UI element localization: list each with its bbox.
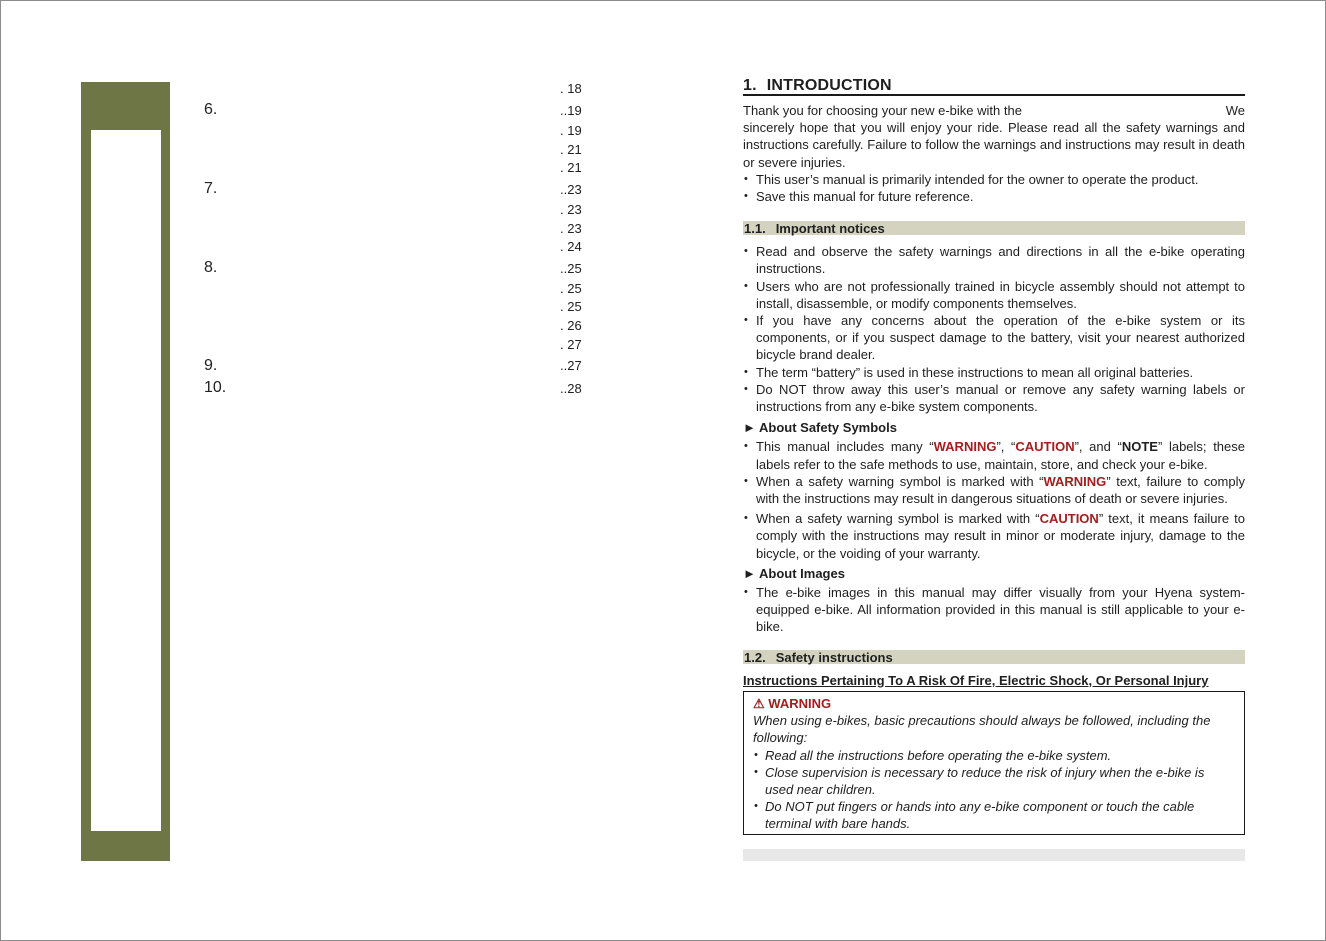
toc-page-number: ..19 [560, 103, 582, 118]
safety-symbols-bullet-list [743, 438, 1245, 561]
toc-page-number: ..27 [560, 358, 582, 373]
toc-chapter-number: 8. [204, 259, 218, 276]
toc-page-number: . 24 [560, 239, 582, 254]
toc-page-number: ..28 [560, 381, 582, 396]
toc-page-number: . 27 [560, 337, 582, 352]
intro-bullet-list [743, 171, 1245, 205]
warning-keyword: WARNING [1043, 473, 1107, 489]
list-item: • Users who are not professionally trained in bicycle assembly should not attempt to install, disassemble, or modify components themselves. [743, 278, 1245, 312]
text: ” text, it means failure to comply with the instructions may result in minor or moderate injury, damage to the bicycle, or the voiding of your warranty. [756, 511, 1245, 561]
warning-header [753, 695, 1236, 712]
intro-paragraph: sincerely hope that you will enjoy your ride. Please read all the safety warnings and instructions carefully. Failure to follow the warnings and instructions may result in death or severe injuries. [743, 120, 1245, 170]
list-item [743, 438, 1245, 472]
toc-page-number: . 25 [560, 299, 582, 314]
notices-bullet-list [743, 243, 1245, 415]
footer-bar [743, 849, 1245, 861]
toc-page-number: . 23 [560, 221, 582, 236]
warning-keyword: WARNING [933, 439, 997, 455]
toc-page-number: . 26 [560, 318, 582, 333]
heading-text: INTRODUCTION [766, 77, 892, 94]
toc-page-number: ..23 [560, 182, 582, 197]
section-heading-introduction [743, 77, 1245, 96]
text: When a safety warning symbol is marked with “ [756, 511, 1040, 527]
list-item: • The term “battery” is used in these instructions to mean all original batteries. [743, 364, 1245, 381]
text: This manual includes many “ [756, 439, 934, 455]
list-item [743, 510, 1245, 562]
text: ”, “ [996, 439, 1016, 455]
caution-keyword: CAUTION [1015, 439, 1075, 455]
subheading-about-images: ► About Images [743, 565, 845, 581]
heading-text: Safety instructions [775, 649, 893, 665]
text: ” labels; these labels refer to the safe methods to use, maintain, store, and check your e-bike. [756, 439, 1245, 472]
subheading-safety-symbols: ► About Safety Symbols [743, 420, 897, 436]
introduction-column [743, 77, 1245, 835]
intro-paragraph-first-line [743, 102, 1245, 119]
heading-number: 1.2. [744, 649, 766, 665]
warning-box [743, 691, 1245, 835]
toc-page-number: . 25 [560, 281, 582, 296]
text: When a safety warning symbol is marked with “ [756, 473, 1044, 489]
text: ” text, failure to comply with the instructions may result in dangerous situations of death or severe injuries. [756, 473, 1245, 507]
images-bullet-list [743, 584, 1245, 636]
warning-label: WARNING [768, 695, 832, 711]
side-band-inner-panel [91, 130, 161, 831]
list-item: • Do NOT put fingers or hands into any e-bike component or touch the cable terminal with bare hands. [753, 798, 1236, 832]
caution-keyword: CAUTION [1039, 511, 1099, 527]
list-item: • Read all the instructions before operating the e-bike system. [753, 747, 1236, 764]
toc-page-number: . 18 [560, 81, 582, 96]
list-item: • The e-bike images in this manual may differ visually from your Hyena system-equipped e-bike. All information provided in this manual is still applicable to your e-bike. [743, 584, 1245, 636]
warning-triangle-icon: ⚠ [753, 695, 765, 711]
list-item [743, 473, 1245, 507]
section-heading-important-notices [743, 221, 1245, 235]
warning-intro: When using e-bikes, basic precautions should always be followed, including the following: [753, 713, 1211, 746]
list-item: • Close supervision is necessary to reduce the risk of injury when the e-bike is used near children. [753, 764, 1236, 798]
section-heading-safety-instructions [743, 650, 1245, 664]
toc-chapter-number: 6. [204, 101, 218, 118]
warning-bullet-list [753, 747, 1236, 833]
heading-number: 1.1. [744, 221, 766, 237]
list-item: • Do NOT throw away this user’s manual or remove any safety warning labels or instructions from any e-bike system components. [743, 381, 1245, 415]
text: ”, and “ [1074, 439, 1122, 455]
safety-subtitle: Instructions Pertaining To A Risk Of Fire, Electric Shock, Or Personal Injury [743, 672, 1209, 688]
list-item: • Save this manual for future reference. [743, 188, 1245, 205]
toc-chapter-number: 10. [204, 379, 227, 396]
note-keyword: NOTE [1121, 439, 1158, 455]
list-item: • Read and observe the safety warnings and directions in all the e-bike operating instructions. [743, 243, 1245, 277]
list-item: • If you have any concerns about the operation of the e-bike system or its components, or if you suspect damage to the battery, visit your nearest authorized bicycle brand dealer. [743, 312, 1245, 364]
toc-page-number: . 21 [560, 160, 582, 175]
list-item: • This user’s manual is primarily intended for the owner to operate the product. [743, 171, 1245, 188]
toc-page-number: . 21 [560, 142, 582, 157]
toc-chapter-number: 7. [204, 180, 218, 197]
intro-text: Thank you for choosing your new e-bike with the [743, 103, 1022, 118]
heading-text: Important notices [775, 221, 885, 237]
toc-page-number: ..25 [560, 261, 582, 276]
toc-chapter-number: 9. [204, 357, 218, 374]
heading-number: 1. [743, 77, 757, 94]
toc-page-number: . 19 [560, 123, 582, 138]
toc-page-number: . 23 [560, 202, 582, 217]
intro-text: We [1225, 103, 1245, 118]
